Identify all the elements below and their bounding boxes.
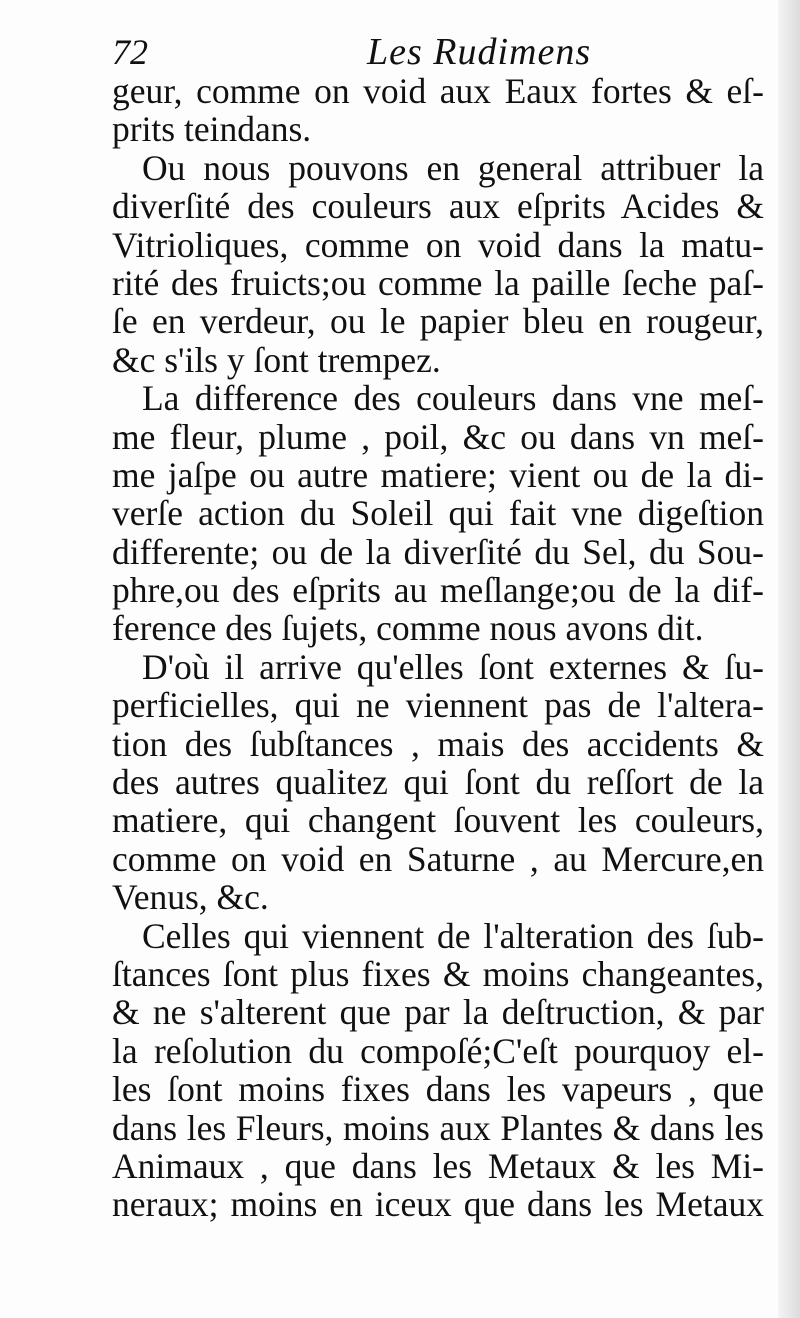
text-line: neraux; moins en iceux que dans les Metaux: [112, 1184, 764, 1225]
text-line: La difference des couleurs dans vne meſ-: [142, 378, 764, 419]
text-line: ſtances ſont plus fixes & moins changeantes,: [112, 953, 764, 994]
text-line: comme on void en Saturne , au Mercure,en: [112, 838, 764, 879]
page-gutter-shadow: [778, 0, 800, 1318]
text-line: Celles qui viennent de l'alteration des ſub-: [142, 915, 764, 956]
text-line: &c s'ils y ſont trempez.: [112, 339, 441, 380]
text-line: geur, comme on void aux Eaux fortes & eſ-: [112, 71, 764, 111]
text-line: ſe en verdeur, ou le papier bleu en rougeur,: [112, 301, 764, 342]
body-text: [112, 72, 764, 1224]
text-line: Ou nous pouvons en general attribuer la: [142, 147, 764, 188]
text-line: matiere, qui changent ſouvent les couleurs,: [112, 800, 764, 841]
text-line: prits teindans.: [112, 109, 312, 150]
text-line: ference des ſujets, comme nous avons dit.: [112, 608, 704, 649]
text-line: phre,ou des eſprits au meſlange;ou de la dif-: [112, 570, 764, 611]
text-line: me jaſpe ou autre matiere; vient ou de la di-: [112, 454, 764, 495]
text-line: me fleur, plume , poil, &c ou dans vn meſ-: [112, 416, 764, 457]
running-title: Les Rudimens: [367, 31, 592, 73]
text-line: diverſité des couleurs aux eſprits Acides &: [112, 186, 764, 227]
page-number: 72: [112, 32, 148, 72]
text-line: & ne s'alterent que par la deſtruction, & par: [112, 992, 764, 1033]
text-line: Venus, &c.: [112, 877, 269, 918]
text-line: des autres qualitez qui ſont du reſſort de la: [112, 762, 764, 803]
text-line: dans les Fleurs, moins aux Plantes & dans les: [112, 1107, 764, 1148]
text-line: les ſont moins fixes dans les vapeurs , que: [112, 1069, 764, 1110]
text-line: Vitrioliques, comme on void dans la matu-: [112, 224, 764, 265]
text-line: perficielles, qui ne viennent pas de l'altera-: [112, 685, 764, 726]
text-line: Animaux , que dans les Metaux & les Mi-: [112, 1145, 764, 1186]
text-line: la reſolution du compoſé;C'eſt pourquoy el-: [112, 1030, 764, 1071]
text-line: D'où il arrive qu'elles ſont externes & ſu-: [142, 646, 764, 687]
text-line: tion des ſubſtances , mais des accidents &: [112, 723, 764, 764]
text-line: differente; ou de la diverſité du Sel, du Sou-: [112, 531, 764, 572]
text-line: verſe action du Soleil qui fait vne digeſtion: [112, 493, 764, 534]
text-line: rité des fruicts;ou comme la paille ſeche paſ-: [112, 262, 764, 303]
